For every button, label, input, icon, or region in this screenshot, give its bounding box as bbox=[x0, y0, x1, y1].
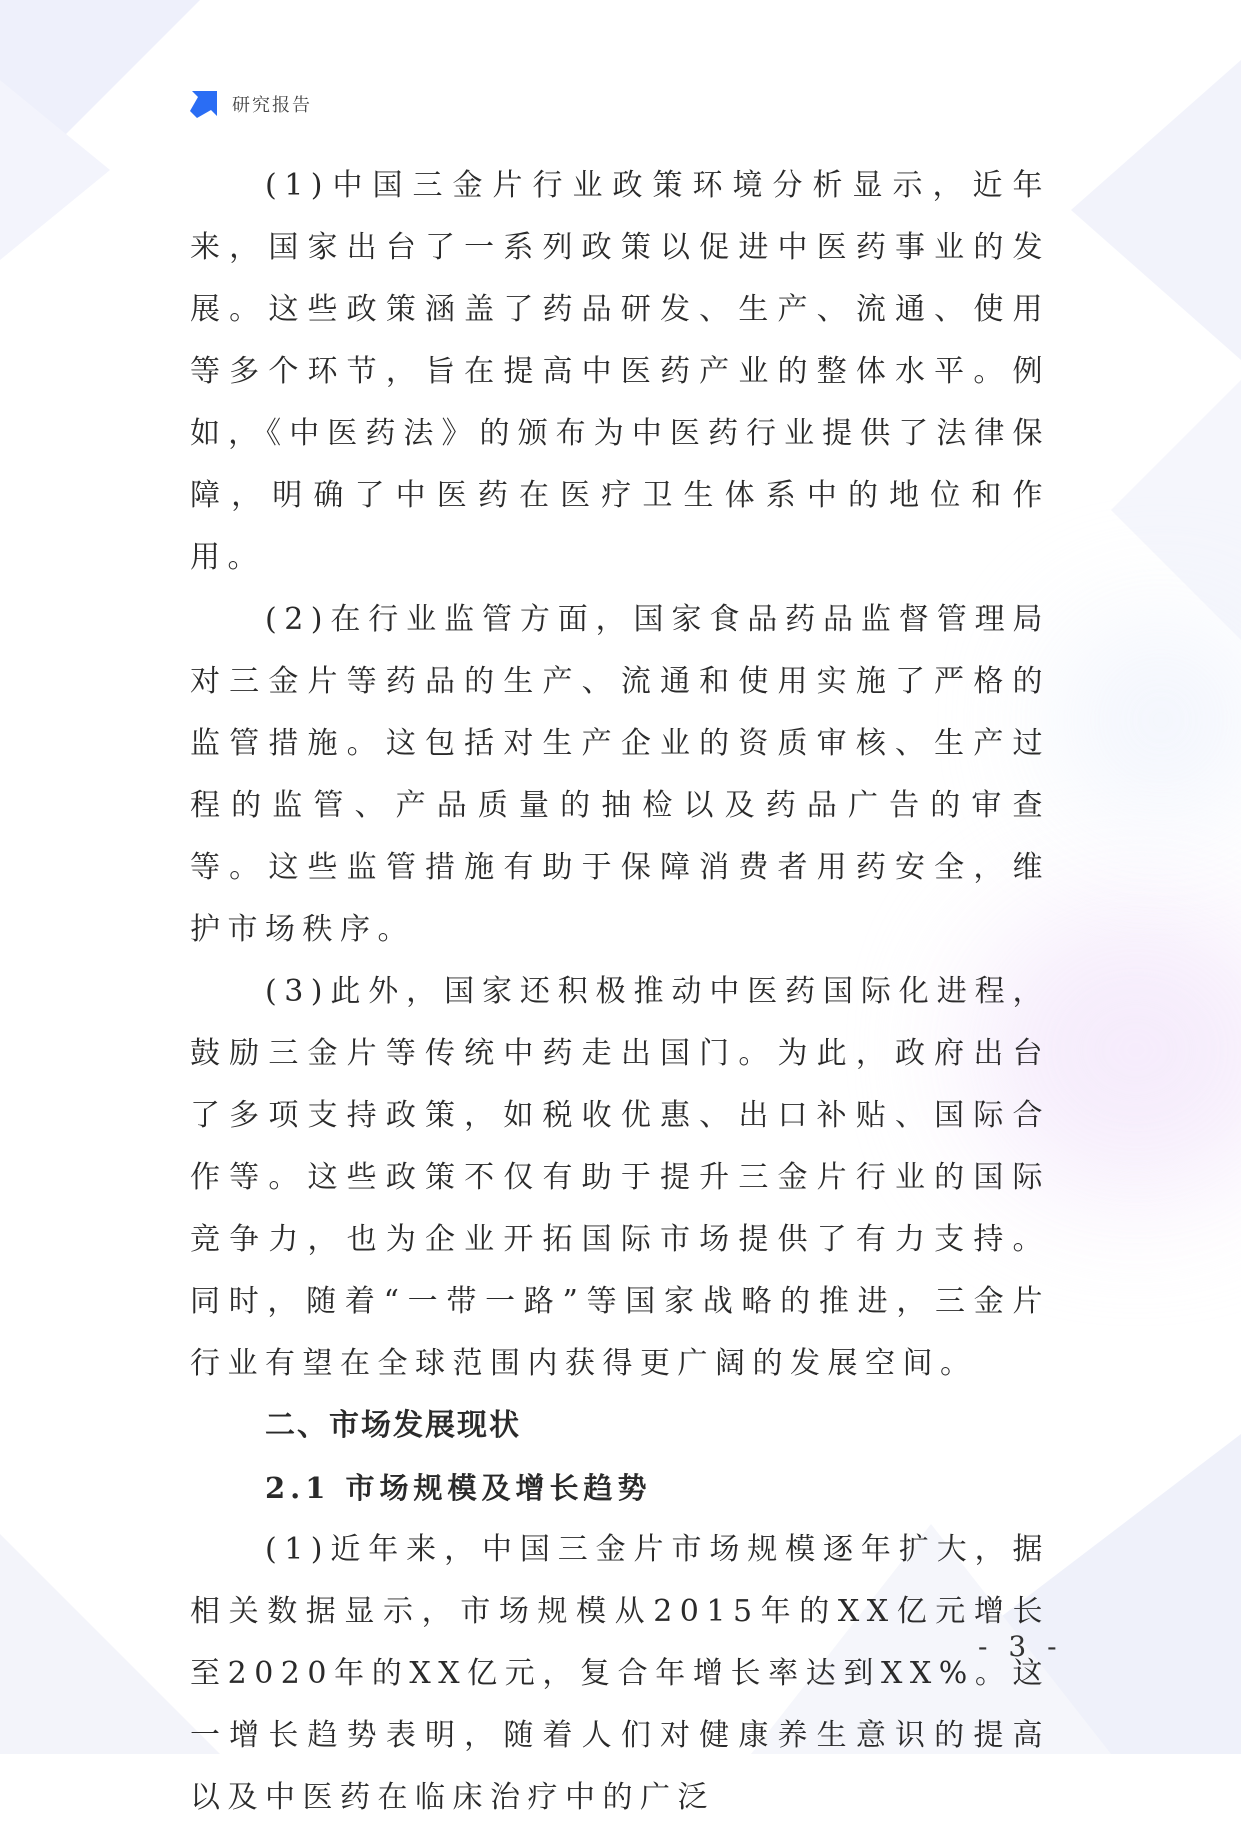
market-paragraph-1: (1)近年来，中国三金片市场规模逐年扩大，据相关数据显示，市场规模从2015年的XX亿元增长至2020年的XX亿元，复合年增长率达到XX%。这一增长趋势表明，随着人们对健康养生意识的提高以及中医药在临床治疗中的广泛 bbox=[190, 1532, 1050, 1815]
arrow-up-right-icon bbox=[188, 88, 220, 120]
policy-paragraph-2: (2)在行业监管方面，国家食品药品监督管理局对三金片等药品的生产、流通和使用实施了严格的监管措施。这包括对生产企业的资质审核、生产过程的监管、产品质量的抽检以及药品广告的审查等。这些监管措施有助于保障消费者用药安全，维护市场秩序。 bbox=[190, 602, 1050, 947]
policy-paragraph-1: (1)中国三金片行业政策环境分析显示，近年来，国家出台了一系列政策以促进中医药事业的发展。这些政策涵盖了药品研发、生产、流通、使用等多个环节，旨在提高中医药产业的整体水平。例如，《中医药法》的颁布为中医药行业提供了法律保障，明确了中医药在医疗卫生体系中的地位和作用。 bbox=[190, 168, 1050, 575]
sub-heading: 2.1 市场规模及增长趋势 bbox=[265, 1471, 652, 1505]
report-header bbox=[188, 88, 312, 120]
document-body bbox=[190, 155, 1050, 1829]
page-number: - 3 - bbox=[978, 1630, 1063, 1663]
section-heading: 二、市场发展现状 bbox=[265, 1408, 521, 1443]
policy-paragraph-3: (3)此外，国家还积极推动中医药国际化进程，鼓励三金片等传统中药走出国门。为此，政府出台了多项支持政策，如税收优惠、出口补贴、国际合作等。这些政策不仅有助于提升三金片行业的国际竞争力，也为企业开拓国际市场提供了有力支持。同时，随着“一带一路”等国家战略的推进，三金片行业有望在全球范围内获得更广阔的发展空间。 bbox=[190, 974, 1050, 1381]
report-header-title: 研究报告 bbox=[232, 95, 312, 116]
